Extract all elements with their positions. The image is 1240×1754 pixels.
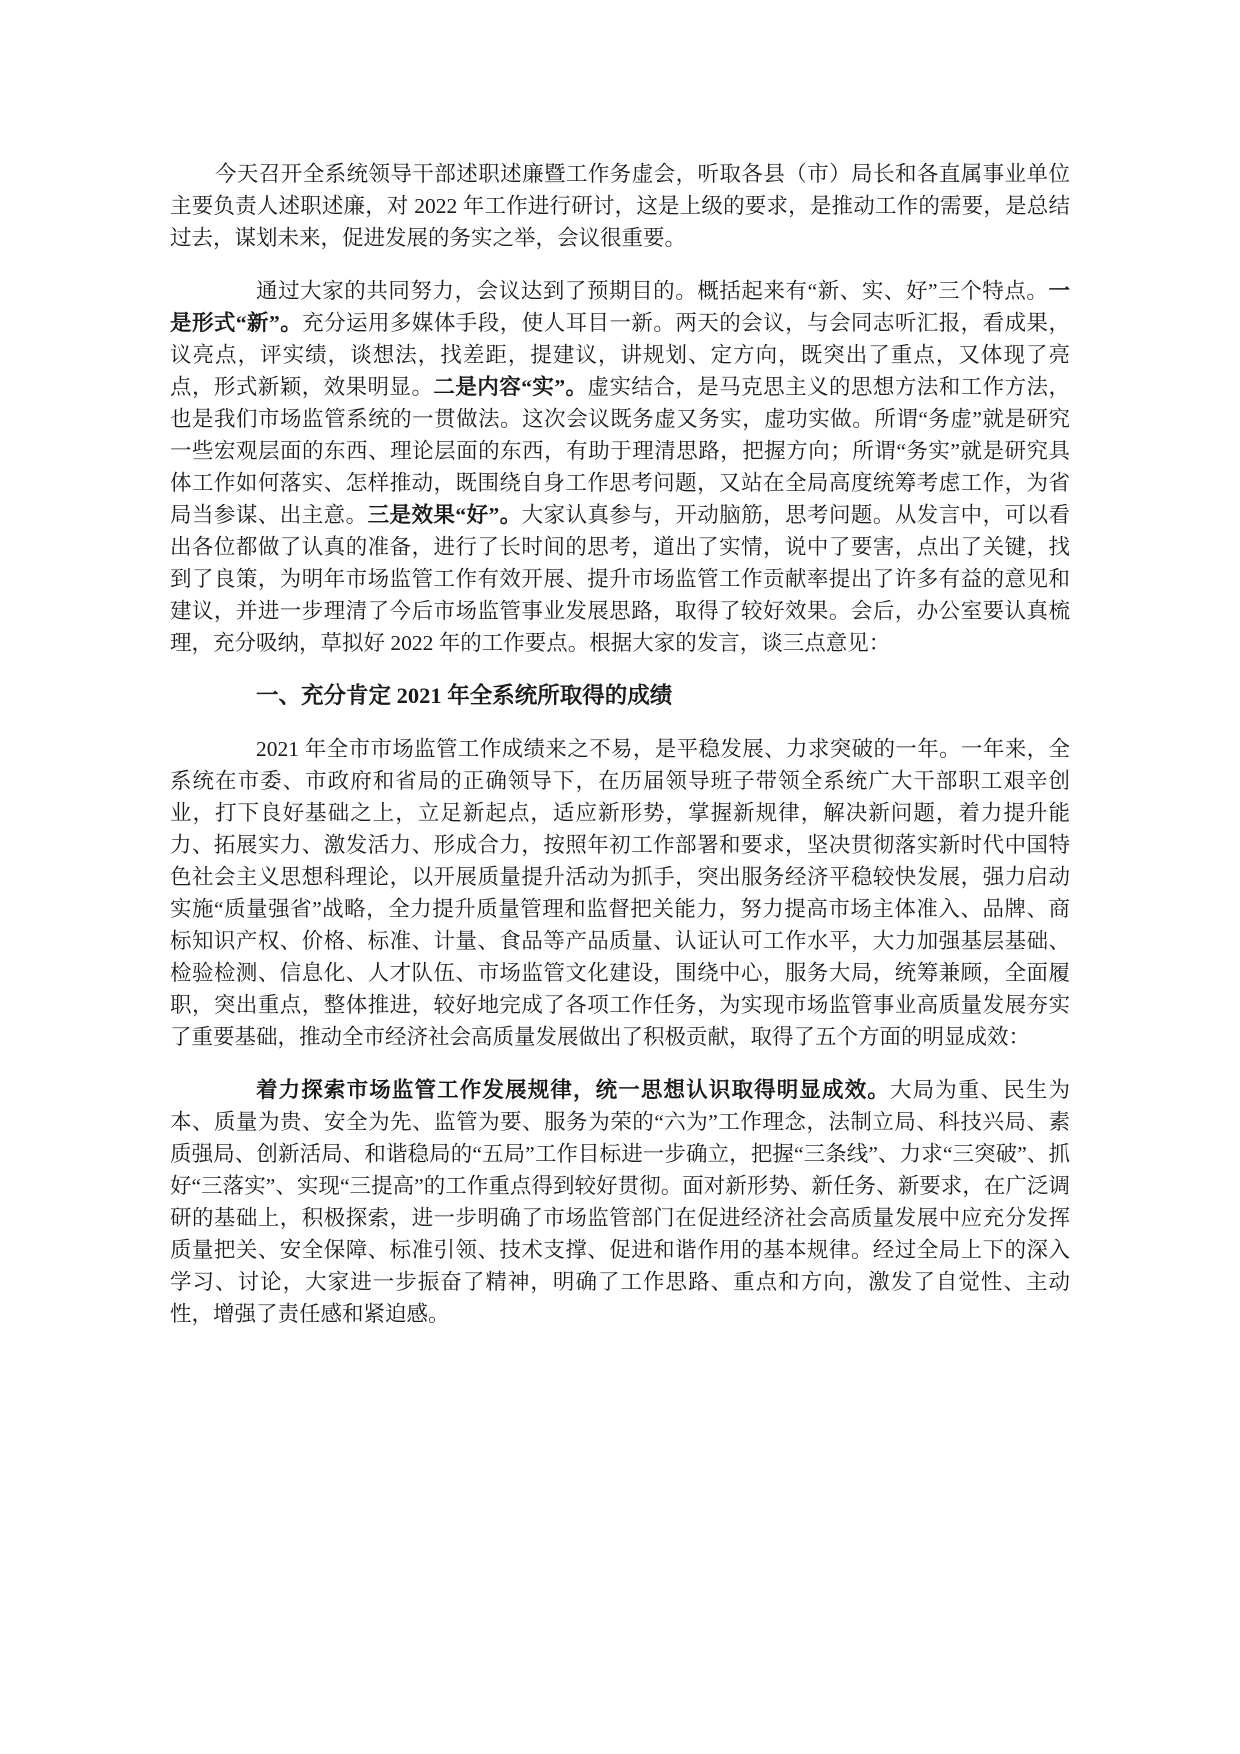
- bold-text-run: 一、充分肯定 2021 年全系统所取得的成绩: [256, 683, 673, 708]
- bold-text-run: 着力探索市场监管工作发展规律，统一思想认识取得明显成效。: [256, 1078, 890, 1102]
- paragraph: [170, 733, 1070, 1053]
- text-run: 今天召开全系统领导干部述职述廉暨工作务虚会，听取各县（市）局长和各直属事业单位主要负责人述职述廉，对 2022 年工作进行研讨，这是上级的要求，是推动工作的需要，是总结过去，谋划未来，促进发展的务实之举，会议很重要。: [170, 162, 1070, 250]
- paragraph: [170, 158, 1070, 254]
- text-run: 大局为重、民生为本、质量为贵、安全为先、监管为要、服务为荣的“六为”工作理念，法制立局、科技兴局、素质强局、创新活局、和谐稳局的“五局”工作目标进一步确立，把握“三条线”、力求“三突破”、抓好“三落实”、实现“三提高”的工作重点得到较好贯彻。面对新形势、新任务、新要求，在广泛调研的基础上，积极探索，进一步明确了市场监管部门在促进经济社会高质量发展中应充分发挥质量把关、安全保障、标准引领、技术支撑、促进和谐作用的基本规律。经过全局上下的深入学习、讨论，大家进一步振奋了精神，明确了工作思路、重点和方向，激发了自觉性、主动性，增强了责任感和紧迫感。: [170, 1078, 1070, 1326]
- paragraph: [170, 275, 1070, 659]
- paragraph: [170, 1074, 1070, 1330]
- bold-text-run: 一是形式“新”。: [170, 279, 1070, 335]
- text-run: 大家认真参与，开动脑筋，思考问题。从发言中，可以看出各位都做了认真的准备，进行了长时间的思考，道出了实情，说中了要害，点出了关键，找到了良策，为明年市场监管工作有效开展、提升市场监管工作贡献率提出了许多有益的意见和建议，并进一步理清了今后市场监管事业发展思路，取得了较好效果。会后，办公室要认真梳理，充分吸纳，草拟好 2022 年的工作要点。根据大家的发言，谈三点意见：: [170, 503, 1070, 655]
- section-heading: [170, 680, 1070, 712]
- bold-text-run: 三是效果“好”。: [367, 503, 522, 527]
- document-body: [170, 158, 1070, 1330]
- text-run: 2021 年全市市场监管工作成绩来之不易，是平稳发展、力求突破的一年。一年来，全系统在市委、市政府和省局的正确领导下，在历届领导班子带领全系统广大干部职工艰辛创业，打下良好基础之上，立足新起点，适应新形势，掌握新规律，解决新问题，着力提升能力、拓展实力、激发活力、形成合力，按照年初工作部署和要求，坚决贯彻落实新时代中国特色社会主义思想科理论，以开展质量提升活动为抓手，突出服务经济平稳较快发展，强力启动实施“质量强省”战略，全力提升质量管理和监督把关能力，努力提高市场主体准入、品牌、商标知识产权、价格、标准、计量、食品等产品质量、认证认可工作水平，大力加强基层基础、检验检测、信息化、人才队伍、市场监管文化建设，围绕中心，服务大局，统筹兼顾，全面履职，突出重点，整体推进，较好地完成了各项工作任务，为实现市场监管事业高质量发展夯实了重要基础，推动全市经济社会高质量发展做出了积极贡献，取得了五个方面的明显成效：: [170, 737, 1070, 1049]
- text-run: 充分运用多媒体手段，使人耳目一新。两天的会议，与会同志听汇报，看成果，议亮点，评实绩，谈想法，找差距，提建议，讲规划、定方向，既突出了重点，又体现了亮点，形式新颖，效果明显。: [170, 311, 1070, 399]
- bold-text-run: 二是内容“实”。: [433, 375, 588, 399]
- text-run: 虚实结合，是马克思主义的思想方法和工作方法，也是我们市场监管系统的一贯做法。这次会议既务虚又务实，虚功实做。所谓“务虚”就是研究一些宏观层面的东西、理论层面的东西，有助于理清思路，把握方向；所谓“务实”就是研究具体工作如何落实、怎样推动，既围绕自身工作思考问题，又站在全局高度统筹考虑工作，为省局当参谋、出主意。: [170, 375, 1070, 527]
- text-run: 通过大家的共同努力，会议达到了预期目的。概括起来有“新、实、好”三个特点。: [256, 279, 1049, 303]
